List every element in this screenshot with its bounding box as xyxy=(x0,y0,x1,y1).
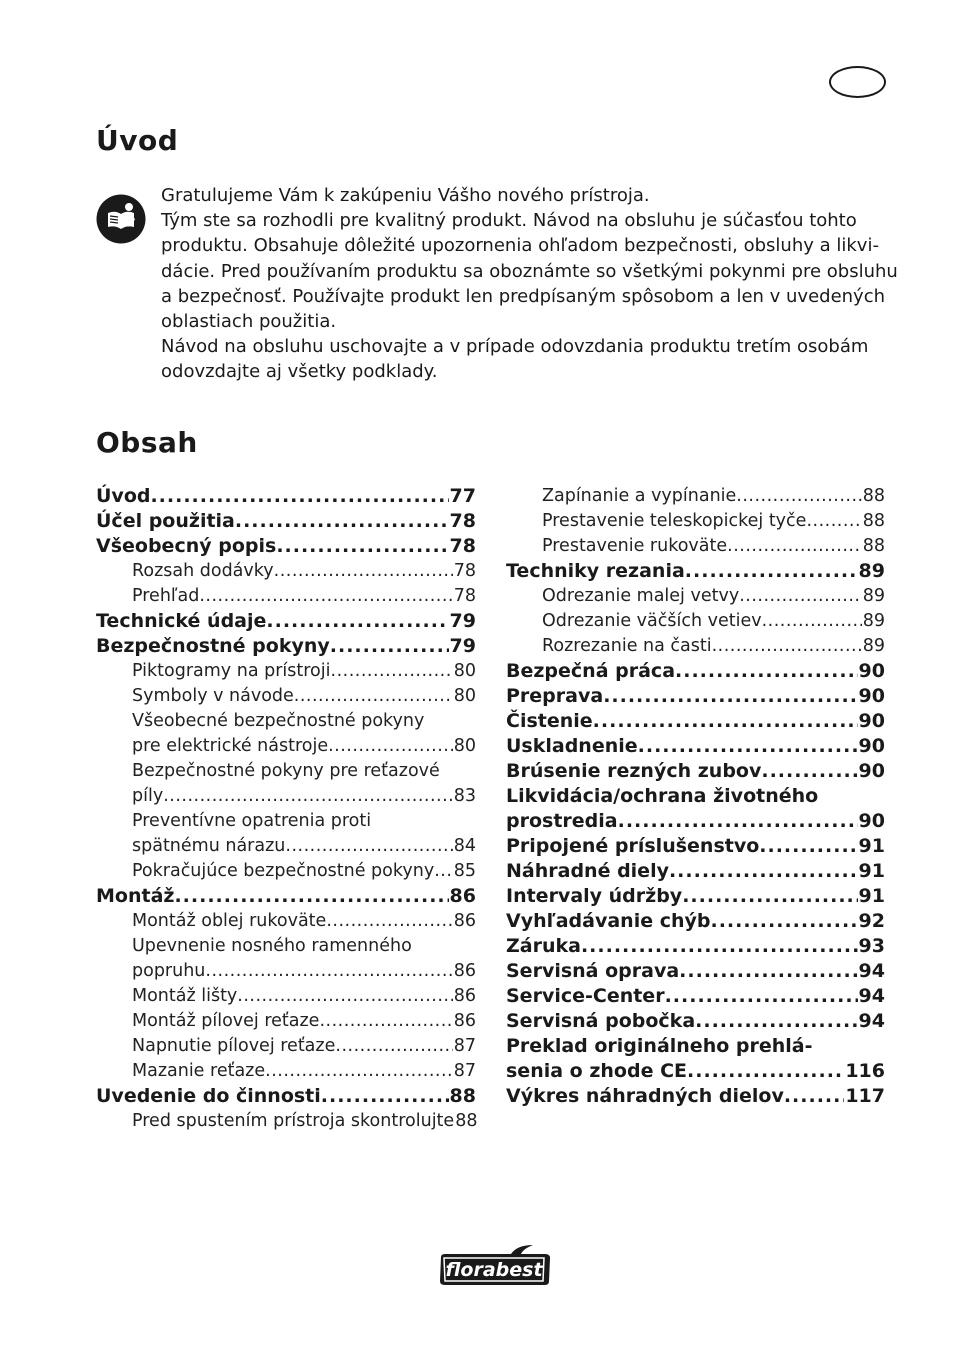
toc-entry-label: Náhradné diely xyxy=(506,860,669,882)
intro-line: a bezpečnosť. Používajte produkt len predpísaným spôsobom a len v uvedených xyxy=(161,285,886,307)
toc-leader-dots xyxy=(330,634,449,659)
toc-entry xyxy=(506,734,885,759)
toc-entry-label: Symboly v návode xyxy=(132,686,294,706)
toc-entry xyxy=(506,784,885,809)
toc-page-number: 79 xyxy=(449,635,476,657)
toc-entry-label: Servisná pobočka xyxy=(506,1010,696,1032)
toc-entry-label: Čistenie xyxy=(506,710,593,732)
intro-line: produktu. Obsahuje dôležité upozornenia ohľadom bezpečnosti, obsluhy a likvi- xyxy=(161,235,879,257)
toc-entry-label: Preventívne opatrenia proti xyxy=(132,811,372,831)
toc-page-number: 80 xyxy=(453,661,476,681)
toc-entry-label: Montáž lišty xyxy=(132,986,238,1006)
toc-page-number: 89 xyxy=(862,611,885,631)
toc-page-number: 90 xyxy=(858,760,885,782)
toc-page-number: 85 xyxy=(453,861,476,881)
toc-entry xyxy=(506,834,885,859)
toc-entry xyxy=(96,984,476,1009)
toc-entry-label: Pripojené príslušenstvo xyxy=(506,835,760,857)
toc-entry xyxy=(506,709,885,734)
toc-entry-label: Prehľad xyxy=(132,586,200,606)
toc-page-number: 84 xyxy=(453,836,476,856)
toc-leader-dots xyxy=(593,709,858,734)
toc-leader-dots xyxy=(679,959,857,984)
toc-entry xyxy=(506,534,885,559)
toc-entry xyxy=(96,1109,476,1134)
toc-left-column xyxy=(96,484,476,1134)
toc-entry-label: prostredia xyxy=(506,810,618,832)
toc-leader-dots xyxy=(665,984,858,1009)
toc-leader-dots xyxy=(675,659,858,684)
toc-entry-label: Prestavenie rukoväte xyxy=(542,536,728,556)
toc-page-number: 88 xyxy=(862,486,885,506)
toc-leader-dots xyxy=(603,684,857,709)
toc-entry-label: spätnému nárazu xyxy=(132,836,286,856)
toc-entry xyxy=(96,659,476,684)
toc-page-number: 86 xyxy=(449,885,476,907)
toc-entry-label: Pred spustením prístroja skontrolujte xyxy=(132,1111,455,1131)
toc-leader-dots xyxy=(285,834,452,859)
toc-page-number: 90 xyxy=(858,685,885,707)
toc-page-number: 78 xyxy=(453,586,476,606)
toc-entry xyxy=(506,559,885,584)
read-manual-icon xyxy=(96,194,146,244)
toc-entry-label: Preklad originálneho prehlá- xyxy=(506,1035,813,1057)
florabest-logo xyxy=(437,1243,553,1289)
toc-leader-dots xyxy=(235,509,449,534)
toc-page-number: 94 xyxy=(858,1010,885,1032)
toc-page-number: 88 xyxy=(862,536,885,556)
toc-entry xyxy=(506,634,885,659)
toc-entry-label: Mazanie reťaze xyxy=(132,1061,266,1081)
toc-entry xyxy=(96,709,476,734)
toc-entry xyxy=(96,634,476,659)
toc-leader-dots xyxy=(237,984,452,1009)
toc-entry-label: Zapínanie a vypínanie xyxy=(542,486,737,506)
toc-page-number: 78 xyxy=(453,561,476,581)
intro-line: odovzdajte aj všetky podklady. xyxy=(161,361,438,383)
toc-entry xyxy=(96,1034,476,1059)
toc-page-number: 86 xyxy=(453,986,476,1006)
toc-leader-dots xyxy=(712,634,862,659)
toc-entry xyxy=(506,609,885,634)
toc-entry-label: Techniky rezania xyxy=(506,560,685,582)
intro-line: Návod na obsluhu uschovajte a v prípade odovzdania produktu tretím osobám xyxy=(161,336,869,358)
toc-page-number: 90 xyxy=(858,810,885,832)
toc-page-number: 87 xyxy=(453,1036,476,1056)
toc-leader-dots xyxy=(150,484,448,509)
toc-page-number: 78 xyxy=(449,535,476,557)
toc-right-column xyxy=(506,484,885,1109)
toc-leader-dots xyxy=(685,559,858,584)
toc-page-number: 89 xyxy=(858,560,885,582)
toc-leader-dots xyxy=(434,859,453,884)
toc-leader-dots xyxy=(638,734,858,759)
toc-entry-label: Service-Center xyxy=(506,985,665,1007)
toc-leader-dots xyxy=(618,809,858,834)
toc-entry-label: Bezpečná práca xyxy=(506,660,676,682)
toc-entry-label: Upevnenie nosného ramenného xyxy=(132,936,412,956)
toc-entry xyxy=(506,1084,885,1109)
toc-leader-dots xyxy=(581,934,858,959)
toc-leader-dots xyxy=(806,509,861,534)
toc-entry xyxy=(96,934,476,959)
toc-entry-label: Preprava xyxy=(506,685,604,707)
intro-heading: Úvod xyxy=(96,124,179,157)
toc-entry-label: Brúsenie rezných zubov xyxy=(506,760,762,782)
toc-entry xyxy=(96,734,476,759)
toc-entry xyxy=(506,959,885,984)
toc-entry-label: Likvidácia/ochrana životného xyxy=(506,785,819,807)
toc-page-number: 78 xyxy=(449,510,476,532)
toc-entry-label: Pokračujúce bezpečnostné pokyny xyxy=(132,861,435,881)
svg-text:florabest: florabest xyxy=(445,1259,543,1281)
toc-entry-label: Účel použitia xyxy=(96,510,235,532)
toc-entry xyxy=(96,559,476,584)
toc-entry xyxy=(96,609,476,634)
toc-page-number: 86 xyxy=(453,961,476,981)
toc-entry xyxy=(506,909,885,934)
toc-entry xyxy=(96,784,476,809)
toc-page-number: 87 xyxy=(453,1061,476,1081)
toc-entry-label: Intervaly údržby xyxy=(506,885,683,907)
toc-leader-dots xyxy=(326,909,452,934)
toc-entry xyxy=(96,884,476,909)
toc-page-number: 88 xyxy=(449,1085,476,1107)
toc-entry xyxy=(96,509,476,534)
toc-entry-label: Všeobecné bezpečnostné pokyny xyxy=(132,711,425,731)
toc-page-number: 88 xyxy=(455,1111,478,1131)
toc-leader-dots xyxy=(736,484,861,509)
toc-page-number: 80 xyxy=(453,736,476,756)
toc-entry xyxy=(96,484,476,509)
toc-leader-dots xyxy=(266,609,448,634)
toc-leader-dots xyxy=(276,534,448,559)
toc-page-number: 117 xyxy=(845,1085,885,1107)
toc-entry-label: Bezpečnostné pokyny pre reťazové xyxy=(132,761,440,781)
toc-leader-dots xyxy=(294,684,453,709)
toc-entry-label: senia o zhode CE xyxy=(506,1060,688,1082)
toc-page-number: 92 xyxy=(858,910,885,932)
toc-page-number: 94 xyxy=(858,985,885,1007)
toc-entry xyxy=(506,859,885,884)
toc-leader-dots xyxy=(321,1084,449,1109)
toc-leader-dots xyxy=(199,584,452,609)
toc-page-number: 91 xyxy=(858,835,885,857)
intro-line: Tým ste sa rozhodli pre kvalitný produkt. Návod na obsluhu je súčasťou tohto xyxy=(161,210,857,232)
toc-entry-label: Piktogramy na prístroji xyxy=(132,661,331,681)
toc-entry xyxy=(96,909,476,934)
toc-leader-dots xyxy=(331,659,453,684)
toc-leader-dots xyxy=(274,559,453,584)
toc-entry xyxy=(96,859,476,884)
toc-entry xyxy=(96,1084,476,1109)
toc-entry xyxy=(96,684,476,709)
toc-entry-label: Montáž oblej rukoväte xyxy=(132,911,327,931)
toc-entry-label: Prestavenie teleskopickej tyče xyxy=(542,511,807,531)
toc-entry-label: Odrezanie malej vetvy xyxy=(542,586,740,606)
toc-entry-label: Vyhľadávanie chýb xyxy=(506,910,711,932)
toc-entry-label: popruhu xyxy=(132,961,206,981)
toc-leader-dots xyxy=(695,1009,857,1034)
toc-entry xyxy=(96,1009,476,1034)
toc-entry xyxy=(96,534,476,559)
toc-heading: Obsah xyxy=(96,426,198,459)
toc-entry-label: Úvod xyxy=(96,485,151,507)
toc-entry xyxy=(506,884,885,909)
toc-entry-label: píly xyxy=(132,786,164,806)
toc-page-number: 89 xyxy=(862,586,885,606)
toc-entry xyxy=(506,584,885,609)
intro-line: dácie. Pred používaním produktu sa oboznámte so všetkými pokynmi pre obsluhu xyxy=(161,260,898,282)
toc-entry xyxy=(96,809,476,834)
toc-entry-label: Napnutie pílovej reťaze xyxy=(132,1036,336,1056)
toc-entry-label: Montáž xyxy=(96,885,175,907)
toc-entry xyxy=(506,509,885,534)
toc-entry-label: Uvedenie do činnosti xyxy=(96,1085,321,1107)
toc-page-number: 79 xyxy=(449,610,476,632)
toc-page-number: 116 xyxy=(845,1060,885,1082)
toc-leader-dots xyxy=(174,884,448,909)
toc-entry-label: pre elektrické nástroje xyxy=(132,736,329,756)
toc-entry-label: Všeobecný popis xyxy=(96,535,277,557)
toc-entry xyxy=(506,934,885,959)
toc-leader-dots xyxy=(761,759,857,784)
toc-entry xyxy=(506,484,885,509)
toc-entry xyxy=(96,959,476,984)
toc-leader-dots xyxy=(762,609,862,634)
toc-leader-dots xyxy=(669,859,858,884)
intro-text xyxy=(161,183,901,385)
toc-leader-dots xyxy=(335,1034,452,1059)
toc-page-number: 89 xyxy=(862,636,885,656)
toc-entry-label: Servisná oprava xyxy=(506,960,680,982)
toc-entry xyxy=(506,684,885,709)
toc-leader-dots xyxy=(727,534,862,559)
toc-leader-dots xyxy=(759,834,857,859)
toc-leader-dots xyxy=(739,584,862,609)
language-oval-icon xyxy=(829,66,886,98)
toc-entry xyxy=(506,984,885,1009)
toc-entry-label: Výkres náhradných dielov xyxy=(506,1085,784,1107)
toc-leader-dots xyxy=(328,734,453,759)
toc-page-number: 86 xyxy=(453,1011,476,1031)
toc-entry-label: Montáž pílovej reťaze xyxy=(132,1011,320,1031)
toc-entry xyxy=(96,584,476,609)
toc-page-number: 93 xyxy=(858,935,885,957)
toc-entry-label: Bezpečnostné pokyny xyxy=(96,635,330,657)
intro-line: Gratulujeme Vám k zakúpeniu Vášho nového prístroja. xyxy=(161,185,650,206)
toc-page-number: 83 xyxy=(453,786,476,806)
toc-page-number: 91 xyxy=(858,860,885,882)
toc-entry-label: Odrezanie väčších vetiev xyxy=(542,611,762,631)
toc-page-number: 77 xyxy=(449,485,476,507)
toc-entry xyxy=(506,1059,885,1084)
toc-leader-dots xyxy=(784,1084,844,1109)
toc-leader-dots xyxy=(319,1009,452,1034)
toc-page-number: 88 xyxy=(862,511,885,531)
toc-entry-label: Technické údaje xyxy=(96,610,267,632)
toc-page-number: 90 xyxy=(858,710,885,732)
toc-entry xyxy=(506,809,885,834)
toc-entry xyxy=(96,834,476,859)
toc-entry-label: Uskladnenie xyxy=(506,735,638,757)
intro-line: oblastiach použitia. xyxy=(161,311,337,333)
toc-leader-dots xyxy=(205,959,452,984)
toc-page-number: 80 xyxy=(453,686,476,706)
toc-page-number: 90 xyxy=(858,735,885,757)
toc-leader-dots xyxy=(682,884,857,909)
toc-leader-dots xyxy=(711,909,858,934)
toc-entry xyxy=(96,759,476,784)
toc-entry-label: Rozrezanie na časti xyxy=(542,636,712,656)
toc-entry xyxy=(96,1059,476,1084)
toc-leader-dots xyxy=(265,1059,453,1084)
toc-entry xyxy=(506,1009,885,1034)
toc-entry-label: Záruka xyxy=(506,935,581,957)
toc-entry xyxy=(506,1034,885,1059)
toc-page-number: 91 xyxy=(858,885,885,907)
toc-page-number: 90 xyxy=(858,660,885,682)
toc-page-number: 86 xyxy=(453,911,476,931)
toc-entry-label: Rozsah dodávky xyxy=(132,561,274,581)
toc-entry xyxy=(506,659,885,684)
toc-leader-dots xyxy=(163,784,453,809)
toc-leader-dots xyxy=(687,1059,844,1084)
toc-entry xyxy=(506,759,885,784)
toc-page-number: 94 xyxy=(858,960,885,982)
